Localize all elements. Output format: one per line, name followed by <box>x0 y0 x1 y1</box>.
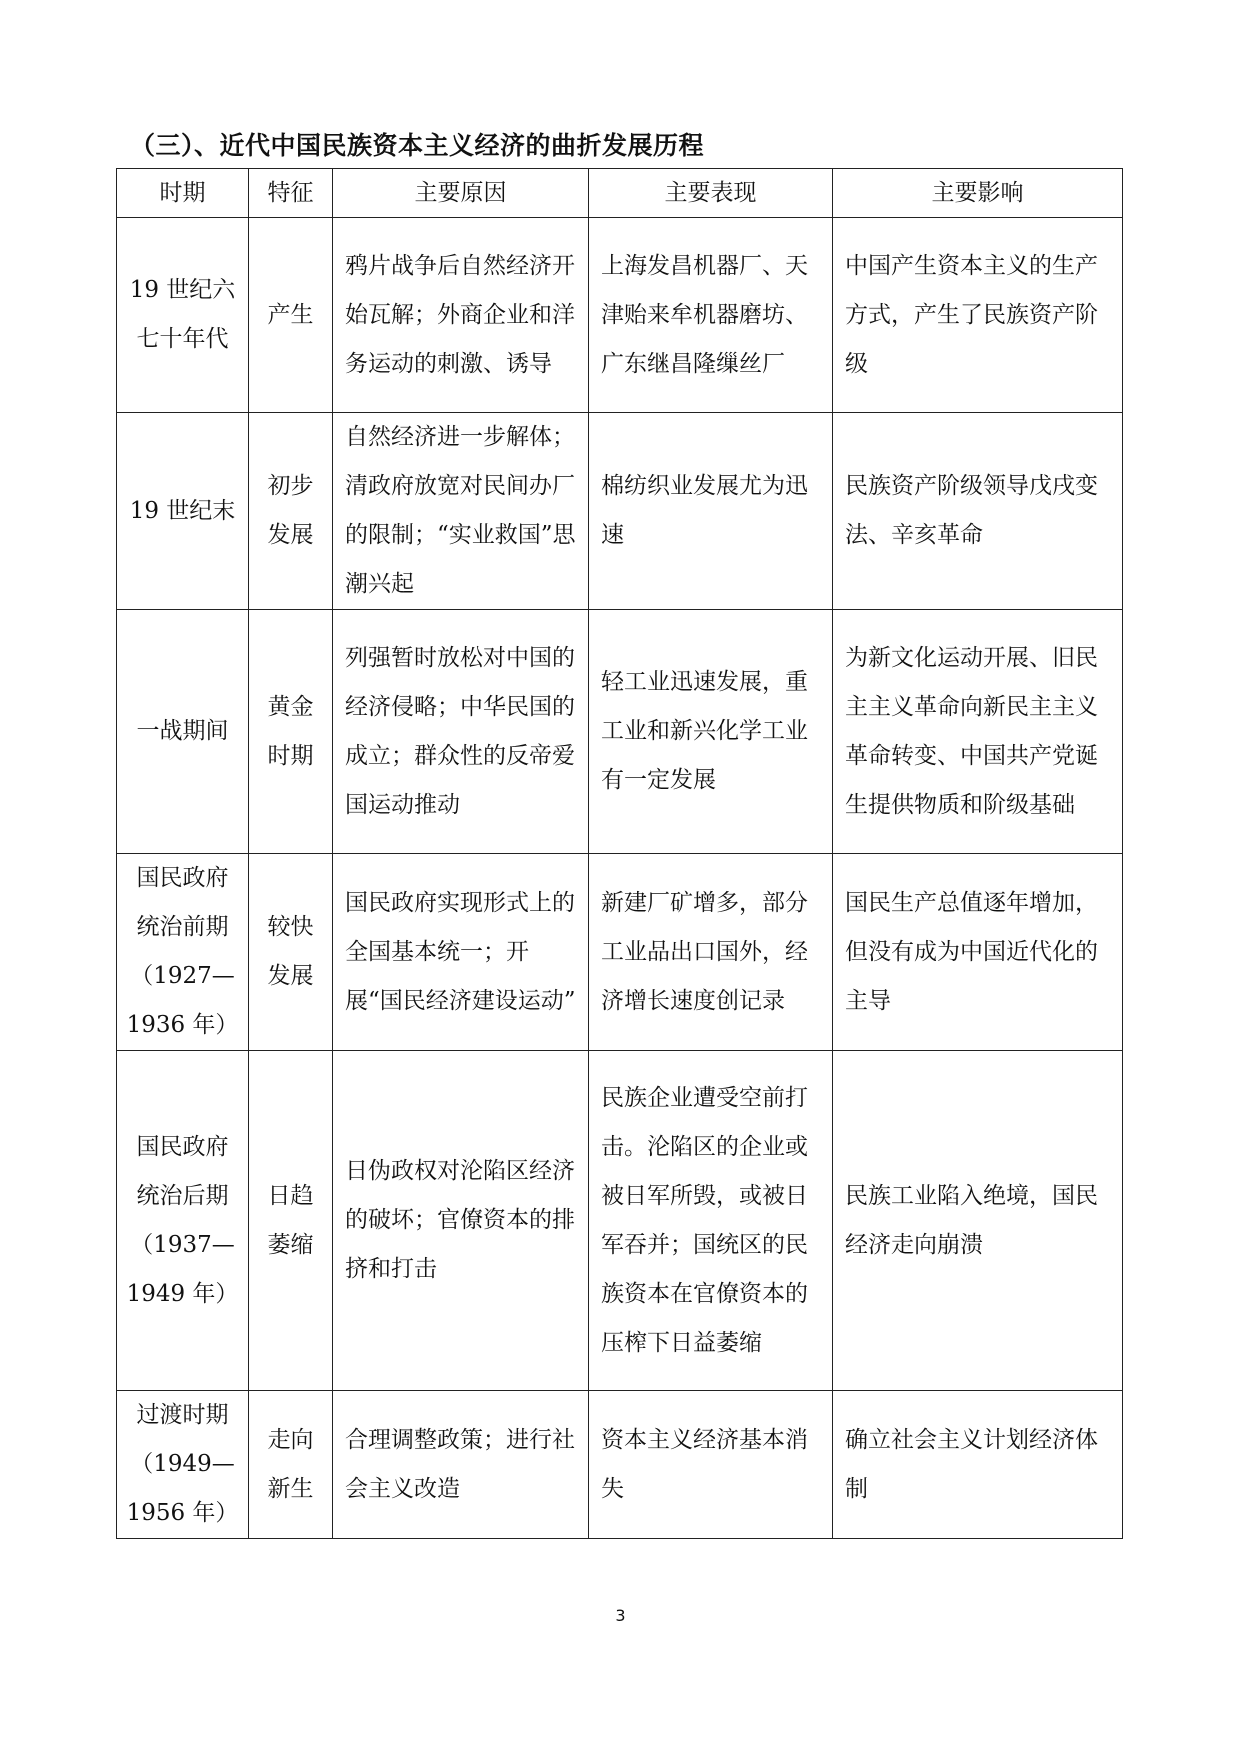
cause-cell: 自然经济进一步解体；清政府放宽对民间办厂的限制；“实业救国”思潮兴起 <box>333 413 589 610</box>
feature-cell: 黄金 时期 <box>249 610 333 854</box>
performance-cell: 轻工业迅速发展，重工业和新兴化学工业有一定发展 <box>589 610 833 854</box>
section-title: （三）、近代中国民族资本主义经济的曲折发展历程 <box>130 131 705 160</box>
period-cell: 19 世纪末 <box>117 413 249 610</box>
feature-cell: 初步 发展 <box>249 413 333 610</box>
impact-cell: 民族工业陷入绝境，国民经济走向崩溃 <box>833 1051 1123 1391</box>
feature-cell: 较快 发展 <box>249 854 333 1051</box>
impact-cell: 民族资产阶级领导戊戌变法、辛亥革命 <box>833 413 1123 610</box>
cause-cell: 鸦片战争后自然经济开始瓦解；外商企业和洋务运动的刺激、诱导 <box>333 218 589 413</box>
table-row <box>117 218 1123 413</box>
header-performance: 主要表现 <box>589 169 833 218</box>
feature-cell: 走向 新生 <box>249 1391 333 1539</box>
table-row <box>117 413 1123 610</box>
performance-cell: 新建厂矿增多，部分工业品出口国外，经济增长速度创记录 <box>589 854 833 1051</box>
feature-cell: 日趋 萎缩 <box>249 1051 333 1391</box>
performance-cell: 棉纺织业发展尤为迅速 <box>589 413 833 610</box>
performance-cell: 上海发昌机器厂、天津贻来牟机器磨坊、广东继昌隆缫丝厂 <box>589 218 833 413</box>
impact-cell: 中国产生资本主义的生产方式，产生了民族资产阶级 <box>833 218 1123 413</box>
feature-cell: 产生 <box>249 218 333 413</box>
table-row <box>117 1391 1123 1539</box>
period-cell: 19 世纪六 七十年代 <box>117 218 249 413</box>
period-cell: 过渡时期 （1949— 1956 年） <box>117 1391 249 1539</box>
impact-cell: 为新文化运动开展、旧民主主义革命向新民主主义革命转变、中国共产党诞生提供物质和阶级基础 <box>833 610 1123 854</box>
table-row <box>117 610 1123 854</box>
header-feature: 特征 <box>249 169 333 218</box>
table-row <box>117 1051 1123 1391</box>
cause-cell: 国民政府实现形式上的全国基本统一；开展“国民经济建设运动” <box>333 854 589 1051</box>
development-history-table <box>116 168 1123 1539</box>
cause-cell: 合理调整政策；进行社会主义改造 <box>333 1391 589 1539</box>
page-number: 3 <box>615 1606 626 1625</box>
table-header-row <box>117 169 1123 218</box>
table-row <box>117 854 1123 1051</box>
period-cell: 国民政府 统治后期 （1937— 1949 年） <box>117 1051 249 1391</box>
period-cell: 一战期间 <box>117 610 249 854</box>
cause-cell: 日伪政权对沦陷区经济的破坏；官僚资本的排挤和打击 <box>333 1051 589 1391</box>
header-cause: 主要原因 <box>333 169 589 218</box>
impact-cell: 国民生产总值逐年增加，但没有成为中国近代化的主导 <box>833 854 1123 1051</box>
header-period: 时期 <box>117 169 249 218</box>
cause-cell: 列强暂时放松对中国的经济侵略；中华民国的成立；群众性的反帝爱国运动推动 <box>333 610 589 854</box>
impact-cell: 确立社会主义计划经济体制 <box>833 1391 1123 1539</box>
performance-cell: 民族企业遭受空前打击。沦陷区的企业或被日军所毁，或被日军吞并；国统区的民族资本在官僚资本的压榨下日益萎缩 <box>589 1051 833 1391</box>
header-impact: 主要影响 <box>833 169 1123 218</box>
performance-cell: 资本主义经济基本消失 <box>589 1391 833 1539</box>
period-cell: 国民政府 统治前期 （1927— 1936 年） <box>117 854 249 1051</box>
